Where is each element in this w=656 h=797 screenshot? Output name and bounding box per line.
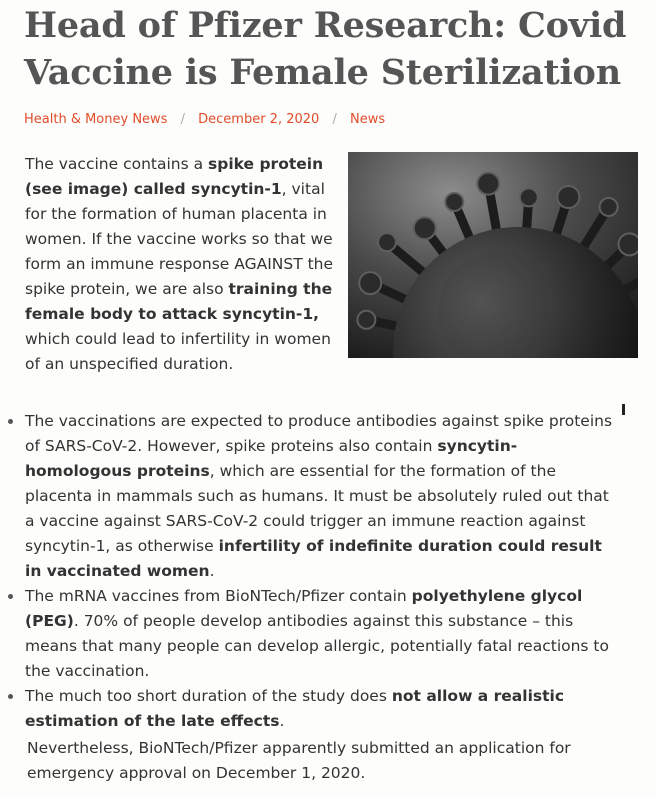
intro-bold-text: training the female body to attack syncytin-1, <box>25 280 333 323</box>
spike-head <box>445 193 463 211</box>
intro-text: which could lead to infertility in women of an unspecified duration. <box>25 330 331 373</box>
spike-head <box>618 233 638 255</box>
intro-bold-text: spike protein (see image) called syncytin-1 <box>25 155 324 198</box>
post-date-link[interactable]: December 2, 2020 <box>198 112 320 127</box>
spike-head <box>557 186 579 208</box>
bullet-bold-text: polyethylene glycol (PEG) <box>25 587 583 630</box>
bullet-bold-text: syncytin-homologous proteins <box>25 437 518 480</box>
intro-paragraph <box>25 152 335 377</box>
bullet-text: . <box>279 712 285 730</box>
intro-text: , vital for the formation of human placenta in women. If the vaccine works so that we form an immune response AGAINST the spike protein, we are also <box>25 180 334 298</box>
spike-head <box>477 173 499 195</box>
bullet-list <box>25 409 615 734</box>
bullet-bold-text: not allow a realistic estimation of the late effects <box>25 687 565 730</box>
meta-separator: / <box>180 112 185 127</box>
bullet-bold-text: infertility of indefinite duration could result in vaccinated women <box>25 537 602 580</box>
list-item <box>25 409 615 584</box>
bullet-text: , which are essential for the formation of the placenta in mammals such as humans. It must be absolutely ruled out that a vaccine against SARS-CoV-2 could trigger an immune reaction against syncytin-1, as otherwise <box>25 462 609 555</box>
spike-head <box>414 217 436 239</box>
virus-image <box>348 152 638 358</box>
list-item <box>25 584 615 684</box>
list-item <box>25 684 615 734</box>
bullet-text: The much too short duration of the study does <box>25 687 392 705</box>
spike-head <box>357 311 375 329</box>
spike-head <box>378 233 396 251</box>
bullet-text: The vaccinations are expected to produce antibodies against spike proteins of SARS-CoV-2. However, spike proteins also contain <box>25 412 613 455</box>
tag-link[interactable]: News <box>349 112 386 127</box>
intro-text: The vaccine contains a <box>25 155 209 173</box>
post-meta <box>24 111 385 129</box>
cursor-mark <box>622 404 625 415</box>
spike-head <box>359 272 381 294</box>
bullet-text: . <box>209 562 215 580</box>
spike-head <box>600 198 618 216</box>
bullet-text: . 70% of people develop antibodies against this substance – this means that many people can develop allergic, potentially fatal reactions to the vaccination. <box>25 612 609 680</box>
closing-paragraph: Nevertheless, BioNTech/Pfizer apparently submitted an application for emergency approval on December 1, 2020. <box>27 739 571 782</box>
meta-separator: / <box>332 112 337 127</box>
bullet-text: The mRNA vaccines from BioNTech/Pfizer contain <box>25 587 412 605</box>
spike-head <box>520 188 538 206</box>
category-link[interactable]: Health & Money News <box>24 112 168 127</box>
article-title: Head of Pfizer Research: Covid Vaccine is Female Sterilization <box>24 5 627 93</box>
